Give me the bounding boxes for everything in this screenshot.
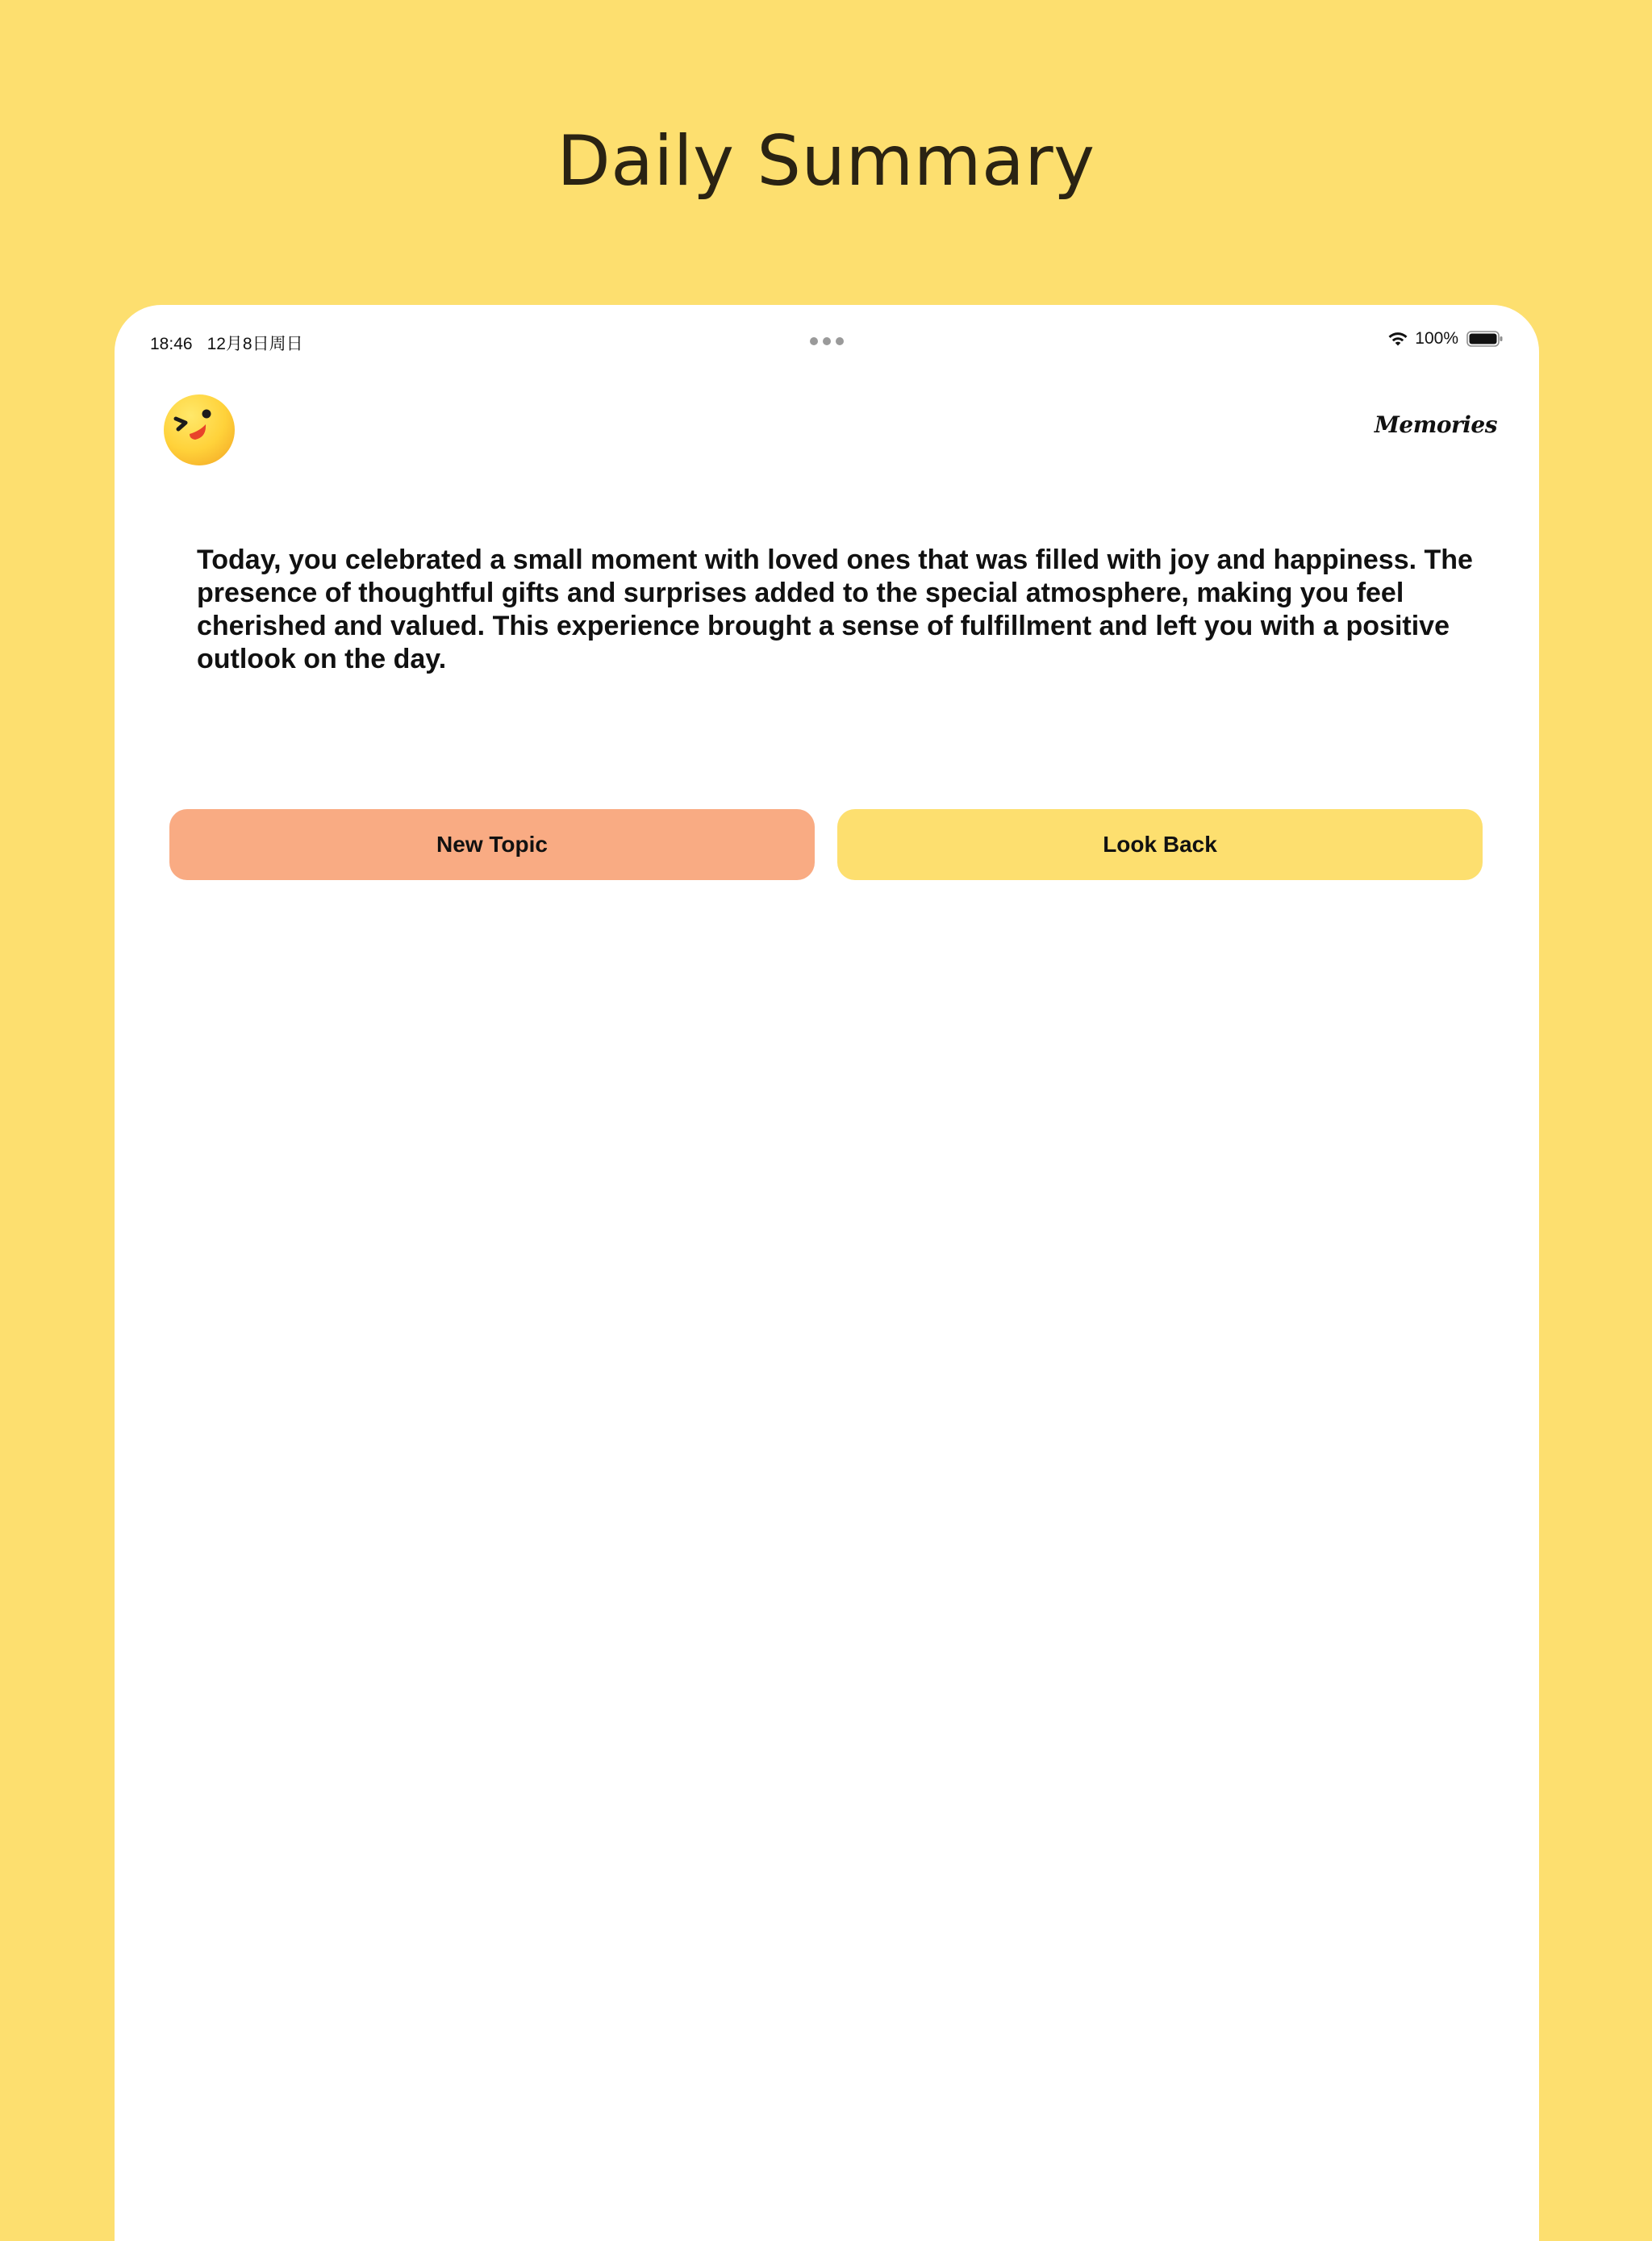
promo-title: Daily Summary [557, 121, 1095, 202]
battery-icon [1466, 330, 1504, 348]
battery-percent: 100% [1415, 329, 1458, 348]
device-screen [115, 305, 1539, 2241]
status-bar [115, 305, 1539, 379]
status-time: 18:46 [150, 335, 193, 353]
look-back-button[interactable]: Look Back [837, 809, 1483, 880]
winking-face-icon[interactable] [163, 394, 236, 466]
multitasking-menu-icon[interactable] [810, 337, 844, 345]
status-indicators [1387, 329, 1504, 348]
new-topic-button[interactable]: New Topic [169, 809, 815, 880]
status-date: 12月8日周日 [206, 335, 303, 353]
daily-summary-text: Today, you celebrated a small moment with loved ones that was filled with joy and happiness. The presence of thoughtful gifts and surprises added to the special atmosphere, making you feel cherished and valued. This experience brought a sense of fulfillment and left you with a positive outlook on the day. [197, 545, 1473, 674]
wifi-icon [1387, 331, 1408, 347]
status-time-date [150, 331, 303, 355]
memories-link[interactable]: Memories [1374, 411, 1497, 438]
